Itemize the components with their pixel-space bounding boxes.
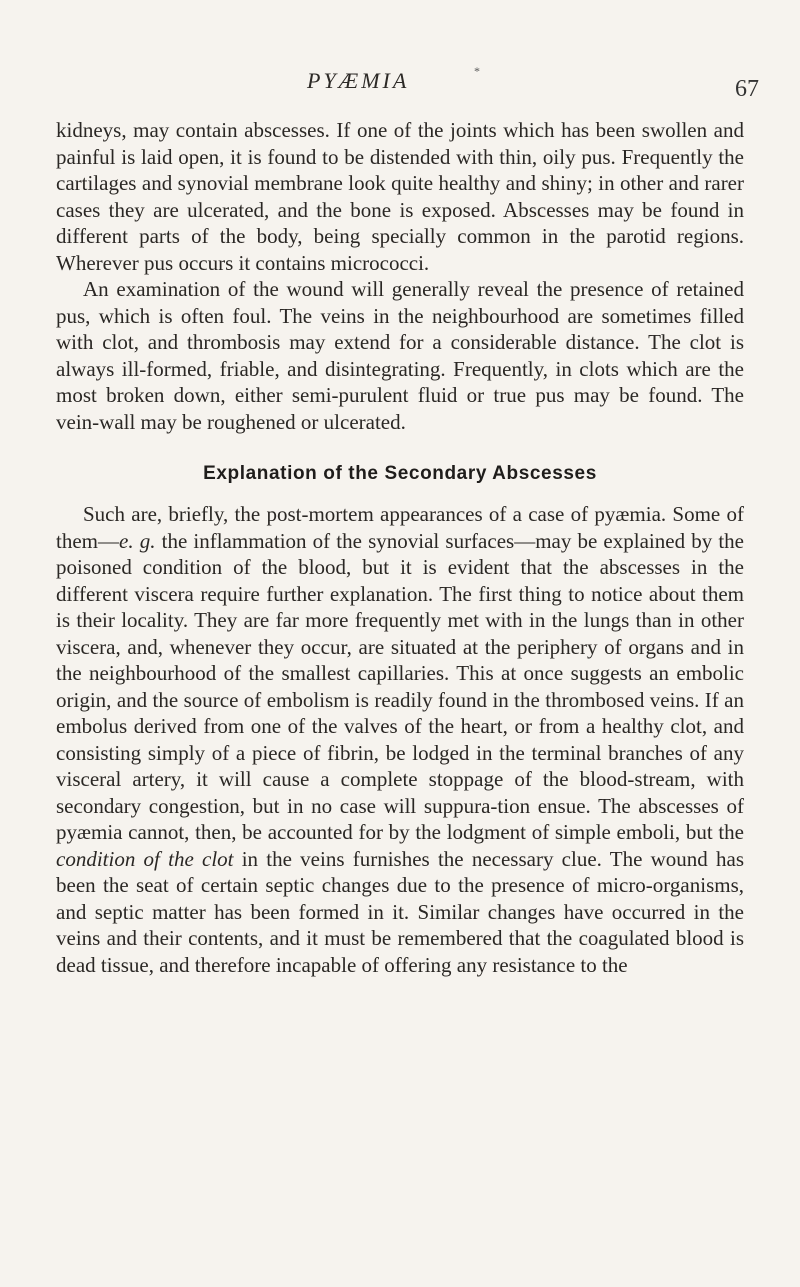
paragraph-wound-examination: An examination of the wound will generally reveal the presence of retained pus, which is often foul. The veins in the neighbourhood are sometimes filled with clot, and thrombosis may extend for a considerable distance. The clot is always ill-formed, friable, and disintegrating. Frequently, in clots which are the most broken down, either semi-purulent fluid or true pus may be found. The vein-wall may be roughened or ulcerated. xyxy=(56,277,744,434)
text-run: the inflammation of the synovial surfaces—may be explained by the poisoned condition of the blood, but it is evident that the abscesses in the different viscera require further explanation. The first thing to notice about them is their locality. They are far more frequently met with in the lungs than in other viscera, and, whenever they occur, are situated at the periphery of organs and in the neighbourhood of the smallest capillaries. This at once suggests an embolic origin, and the source of embolism is readily found in the thrombosed veins. If an embolus derived from one of the valves of the heart, or from a healthy clot, and consisting simply of a piece of fibrin, be lodged in the terminal branches of any visceral artery, it will cause a complete stoppage of the blood-stream, with secondary congestion, but in no case will suppura-tion ensue. The abscesses of pyæmia cannot, then, be accounted for by the lodgment of simple emboli, but the xyxy=(56,528,744,844)
text-run: Such are, briefly, the post-mortem appearances of a case of pyæmia. Some of them— xyxy=(56,502,744,553)
printer-mark: * xyxy=(474,64,480,78)
text-run: in the veins furnishes the necessary clue. The wound has been the seat of certain septic changes due to the presence of micro-organisms, and septic matter has been formed in it. Similar changes have occurred in the veins and their contents, and it must be remembered that the coagulated blood is dead tissue, and therefore incapable of offering any resistance to the xyxy=(56,846,745,977)
paragraph-explanation xyxy=(56,501,744,978)
italic-run: e. g. xyxy=(119,528,156,553)
running-header xyxy=(0,64,800,104)
body-text xyxy=(56,117,744,978)
paragraph-continued: kidneys, may contain abscesses. If one of the joints which has been swollen and painful is laid open, it is found to be distended with thin, oily pus. Frequently the cartilages and synovial membrane look quite healthy and shiny; in other and rarer cases they are ulcerated, and the bone is exposed. Abscesses may be found in different parts of the body, being specially common in the parotid regions. Wherever pus occurs it contains micrococci. xyxy=(56,118,744,275)
italic-run: condition of the clot xyxy=(56,846,234,871)
section-heading: Explanation of the Secondary Abscesses xyxy=(203,463,597,484)
page-number: 67 xyxy=(735,76,759,102)
running-title: PYÆMIA xyxy=(307,68,410,93)
